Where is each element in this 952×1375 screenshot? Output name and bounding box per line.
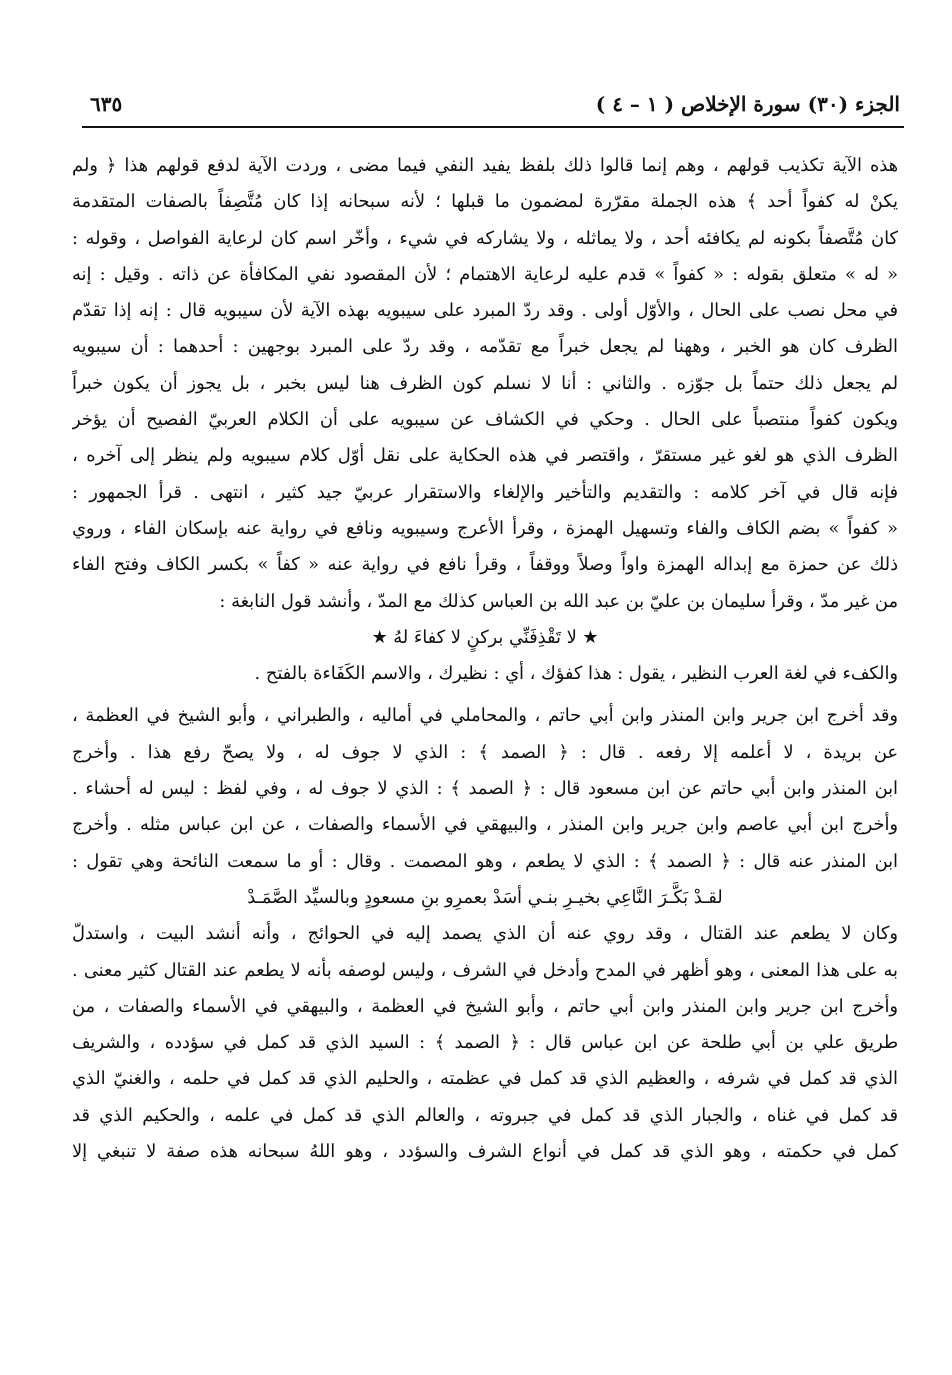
text-line: هذه الآية تكذيب قولهم ، وهم إنما قالوا ذلك بلفظ يفيد النفي فيما مضى ، وردت الآية لدفع قولهم هذا ﴿ ولم: [72, 155, 898, 176]
text-line: الظرف كان هو الخبر ، وههنا لم يجعل خبراً مع تقدّمه ، وقد ردّ على المبرد بوجهين : أحدهما : أن سيبويه: [72, 336, 898, 358]
text-line: « كفواً » بضم الكاف والفاء وتسهيل الهمزة ، وقرأ الأعرج وسيبويه ونافع في رواية عنه بإسكان الفاء ، وروي: [72, 517, 898, 539]
running-title: الجزء (٣٠) سورة الإخلاص ( ١ – ٤ ): [595, 92, 900, 116]
text-line: كان مُتَّصفاً بكونه لم يكافئه أحد ، ولا يماثله ، ولا يشاركه في شيء ، وأخّر اسم كان لرعاية الفواصل ، وقوله :: [72, 227, 898, 249]
text-line: عن بريدة ، لا أعلمه إلا رفعه . قال : ﴿ الصمد ﴾ : الذي لا جوف له ، ولا يصحّ رفع هذا . وأخرج: [72, 741, 898, 763]
text-line: وقد أخرج ابن جرير وابن المنذر وابن أبي حاتم ، والمحاملي في أماليه ، والطبراني ، وأبو الشيخ في العظمة ،: [72, 705, 898, 727]
text-line: والكفء في لغة العرب النظير ، يقول : هذا كفؤك ، أي : نظيرك ، والاسم الكَفَاءة بالفتح .: [254, 663, 898, 685]
text-line: قد كمل في غناه ، والجبار الذي قد كمل في جبروته ، والعالم الذي قد كمل في علمه ، والحكيم الذي قد: [72, 1104, 898, 1126]
text-line: وكان لا يطعم عند القتال ، وقد روي عنه أن الذي يصمد إليه في الحوائج ، وأنه أنشد البيت ، واستدلّ: [72, 923, 898, 945]
text-line: ابن المنذر وابن أبي حاتم عن ابن مسعود قال : ﴿ الصمد ﴾ : الذي لا جوف له ، وفي لفظ : ليس له أحشاء .: [72, 778, 898, 800]
text-line: طريق علي بن أبي طلحة عن ابن عباس قال : ﴿ الصمد ﴾ : السيد الذي قد كمل في سؤدده ، والشريف: [72, 1032, 898, 1054]
poetry-verse: لقـدْ بَكَّـرَ النَّاعِي بخيـرِ بنـي أسَدْ بعمرِو بنِ مسعودٍ وبالسيِّد الصَّمَـدْ: [247, 886, 723, 908]
running-header: [90, 92, 900, 122]
text-line: « له » متعلق بقوله : « كفواً » قدم عليه لرعاية الاهتمام ؛ لأن المقصود نفي المكافأة عن ذاته . وقيل : إنه: [72, 263, 898, 285]
text-line: في محل نصب على الحال ، والأوّل أولى . وقد ردّ المبرد على سيبويه بهذه الآية لأن سيبويه قال : إنه إذا تقدّم: [72, 300, 898, 322]
text-line: الظرف الذي هو لغو غير مستقرّ ، واقتصر في هذه الحكاية على نقل أوّل كلام سيبويه ولم ينظر إلى آخره ،: [72, 445, 898, 467]
body-text: [72, 148, 898, 1170]
poetry-verse: ★ لا تَقْذِفَنِّي بركنٍ لا كفاءَ لهُ ★: [371, 626, 599, 648]
text-line: وأخرج ابن جرير وابن المنذر وابن أبي حاتم ، وأبو الشيخ في العظمة ، والبيهقي في الأسماء والصفات ، من: [72, 995, 898, 1017]
text-line: ويكون كفواً منتصباً على الحال . وحكي في الكشاف عن سيبويه على أن الكلام العربيّ الفصيح أن يؤخر: [72, 409, 898, 431]
text-line: ذلك عن حمزة مع إبداله الهمزة واواً وصلاً ووقفاً ، وقرأ نافع في رواية عنه « كفاً » بكسر الكاف وفتح الفاء: [72, 554, 898, 576]
page-number: ٦٣٥: [90, 92, 123, 116]
text-line: به على هذا المعنى ، وهو أظهر في المدح وأدخل في الشرف ، وليس لوصفه بأنه لا يطعم عند القتال كثير معنى .: [72, 959, 898, 981]
text-line: يكنْ له كفواً أحد ﴾ هذه الجملة مقرّرة لمضمون ما قبلها ؛ لأنه سبحانه إذا كان مُتَّصِفاً بالصفات المتقدمة: [72, 191, 898, 213]
header-rule: [82, 126, 904, 128]
text-line: ابن المنذر عنه قال : ﴿ الصمد ﴾ : الذي لا يطعم ، وهو المصمت . وقال : أو ما سمعت النائحة وهي تقول :: [72, 850, 898, 872]
text-line: من غير مدّ ، وقرأ سليمان بن عليّ بن عبد الله بن العباس كذلك مع المدّ ، وأنشد قول النابغة :: [219, 590, 898, 612]
text-line: وأخرج ابن أبي عاصم وابن جرير وابن المنذر ، والبيهقي في الأسماء والصفات ، عن ابن عباس مثله . وأخرج: [72, 814, 898, 836]
text-line: فإنه قال في آخر كلامه : والتقديم والتأخير والإلغاء والاستقرار عربيّ جيد كثير ، انتهى . قرأ الجمهور :: [72, 481, 898, 503]
text-line: الذي قد كمل في شرفه ، والعظيم الذي قد كمل في عظمته ، والحليم الذي قد كمل في حلمه ، والغنيّ الذي: [72, 1068, 898, 1090]
text-line: لم يجعل ذلك حتماً بل جوّزه . والثاني : أنا لا نسلم كون الظرف هنا ليس بخبر ، بل يجوز أن يكون خبراً: [72, 372, 898, 394]
text-line: كمل في حكمته ، وهو الذي قد كمل في أنواع الشرف والسؤدد ، وهو اللهُ سبحانه هذه صفة لا تنبغي إلا: [72, 1141, 898, 1163]
